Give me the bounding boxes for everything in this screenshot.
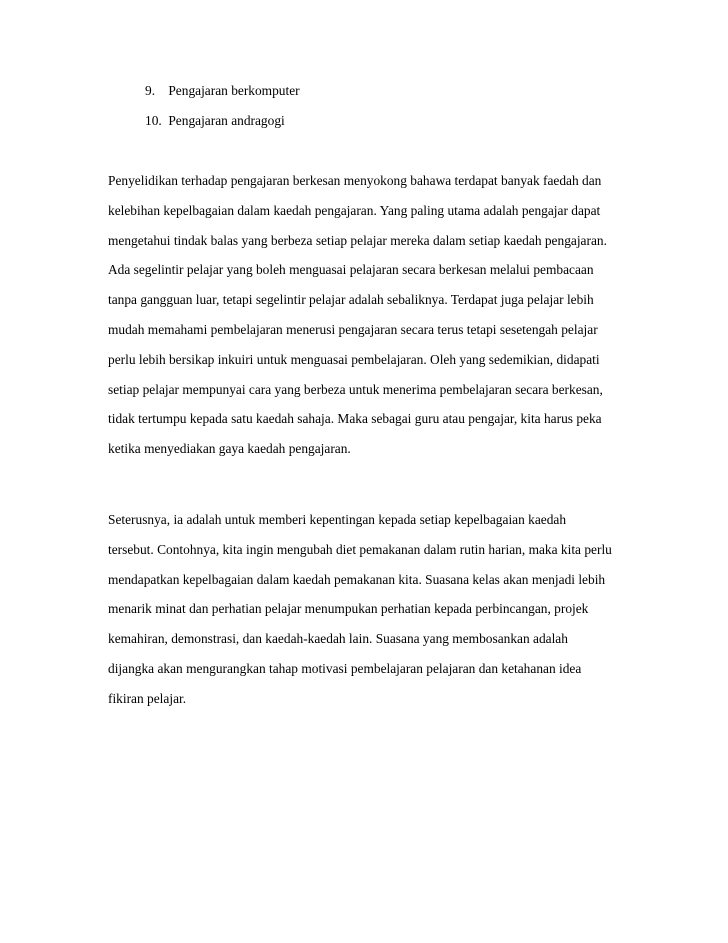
numbered-list [145, 76, 645, 136]
list-item-number: 9. [145, 83, 156, 98]
paragraph-line: tersebut. Contohnya, kita ingin mengubah diet pemakanan dalam rutin harian, maka kita perlu [108, 541, 612, 557]
list-item [145, 76, 645, 106]
list-item-number: 10. [145, 113, 162, 128]
paragraph-line: mengetahui tindak balas yang berbeza setiap pelajar mereka dalam setiap kaedah pengajaran. [108, 232, 607, 248]
paragraph-line: menarik minat dan perhatian pelajar menumpukan perhatian kepada perbincangan, projek [108, 601, 589, 617]
paragraph-line: perlu lebih bersikap inkuiri untuk menguasai pembelajaran. Oleh yang sedemikian, didapati [108, 351, 600, 367]
paragraph-line: setiap pelajar mempunyai cara yang berbeza untuk menerima pembelajaran secara berkesan, [108, 381, 603, 397]
paragraph-line: mudah memahami pembelajaran menerusi pengajaran secara terus tetapi sesetengah pelajar [108, 321, 598, 337]
paragraph-line: kelebihan kepelbagaian dalam kaedah pengajaran. Yang paling utama adalah pengajar dapat [108, 202, 601, 218]
paragraph-line: Seterusnya, ia adalah untuk memberi kepentingan kepada setiap kepelbagaian kaedah [108, 512, 567, 527]
paragraph-line: kemahiran, demonstrasi, dan kaedah-kaedah lain. Suasana yang membosankan adalah [108, 631, 568, 647]
paragraph-2 [108, 505, 628, 714]
paragraph-line: Ada segelintir pelajar yang boleh menguasai pelajaran secara berkesan melalui pembacaan [108, 262, 594, 278]
paragraph-1 [108, 166, 628, 464]
paragraph-line: Penyelidikan terhadap pengajaran berkesan menyokong bahawa terdapat banyak faedah dan [108, 173, 602, 188]
paragraph-line: tidak tertumpu kepada satu kaedah sahaja. Maka sebagai guru atau pengajar, kita harus peka [108, 411, 602, 427]
paragraph-line: fikiran pelajar. [108, 690, 187, 706]
paragraph-line: ketika menyediakan gaya kaedah pengajaran. [108, 441, 351, 457]
list-item-text: Pengajaran andragogi [168, 113, 285, 128]
list-item [145, 106, 645, 136]
list-item-text: Pengajaran berkomputer [168, 83, 300, 98]
paragraph-line: mendapatkan kepelbagaian dalam kaedah pemakanan kita. Suasana kelas akan menjadi lebih [108, 571, 606, 587]
paragraph-line: tanpa gangguan luar, tetapi segelintir pelajar adalah sebaliknya. Terdapat juga pelajar lebih [108, 292, 594, 308]
paragraph-line: dijangka akan mengurangkan tahap motivasi pembelajaran pelajaran dan ketahanan idea [108, 660, 582, 676]
